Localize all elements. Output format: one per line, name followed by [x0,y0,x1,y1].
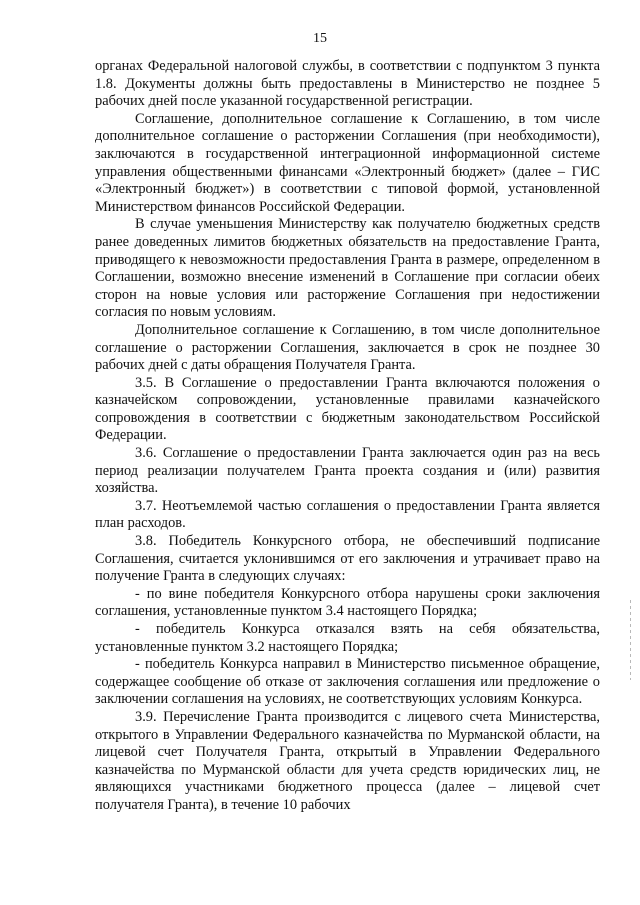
scan-edge-mark [630,600,631,680]
paragraph-additional-agreement-term: Дополнительное соглашение к Соглашению, в том числе дополнительное соглашение о расторжении Соглашения, заключается в срок не позднее 30 рабочих дней с даты обращения Получателя Гранта. [95,321,600,374]
paragraph-3-8: 3.8. Победитель Конкурсного отбора, не обеспечивший подписание Соглашения, считается уклонившимся от его заключения и утрачивает право на получение Гранта в следующих случаях: [95,533,600,585]
paragraph-agreement-system: Соглашение, дополнительное соглашение к Соглашению, в том числе дополнительное соглашение о расторжении Соглашения (при необходимости), заключаются в государственной интеграционной информационной системе управления общественными финансами «Электронный бюджет» (далее – ГИС «Электронный бюджет») в соответствии с типовой формой, установленной Министерством финансов Российской Федерации. [95,110,600,215]
paragraph-3-6: 3.6. Соглашение о предоставлении Гранта заключается один раз на весь период реализации получателем Гранта проекта создания и (или) развития хозяйства. [95,445,600,497]
paragraph-3-5: 3.5. В Соглашение о предоставлении Гранта включаются положения о казначейском сопровождении, установленные правилами казначейского сопровождения в соответствии с бюджетным законодательством Российской Федерации. [95,374,600,444]
list-item-deadline-violation: - по вине победителя Конкурсного отбора нарушены сроки заключения соглашения, установленные пунктом 3.4 настоящего Порядка; [95,585,600,620]
paragraph-3-7: 3.7. Неотъемлемой частью соглашения о предоставлении Гранта является план расходов. [95,497,600,532]
list-item-obligation-refusal: - победитель Конкурса отказался взять на себя обязательства, установленные пунктом 3.2 настоящего Порядка; [95,621,600,655]
paragraph-3-9: 3.9. Перечисление Гранта производится с лицевого счета Министерства, открытого в Управлении Федерального казначейства по Мурманской области, на лицевой счет Получателя Гранта, открытый в Управлении Федерального казначейства по Мурманской области для учета средств юридических лиц, не являющихся участниками бюджетного процесса (далее – лицевой счет получателя Гранта), в течение 10 рабочих [95,708,600,813]
list-item-written-refusal: - победитель Конкурса направил в Министерство письменное обращение, содержащее сообщение об отказе от заключения соглашения или предложение о заключении соглашения на условиях, не соответствующих условиям Конкурса. [95,656,600,708]
paragraph-limits-reduction: В случае уменьшения Министерству как получателю бюджетных средств ранее доведенных лимитов бюджетных обязательств на предоставление Гранта, приводящего к невозможности предоставления Гранта в размере, определенном в Соглашении, возможно внесение изменений в Соглашение при согласии обеих сторон на новые условия или расторжение Соглашения при недостижении согласия по новым условиям. [95,216,600,321]
paragraph-continuation: органах Федеральной налоговой службы, в соответствии с подпунктом 3 пункта 1.8. Документы должны быть предоставлены в Министерство не позднее 5 рабочих дней после указанной государственной регистрации. [95,58,600,110]
document-body [95,58,600,815]
page-number: 15 [313,31,327,46]
